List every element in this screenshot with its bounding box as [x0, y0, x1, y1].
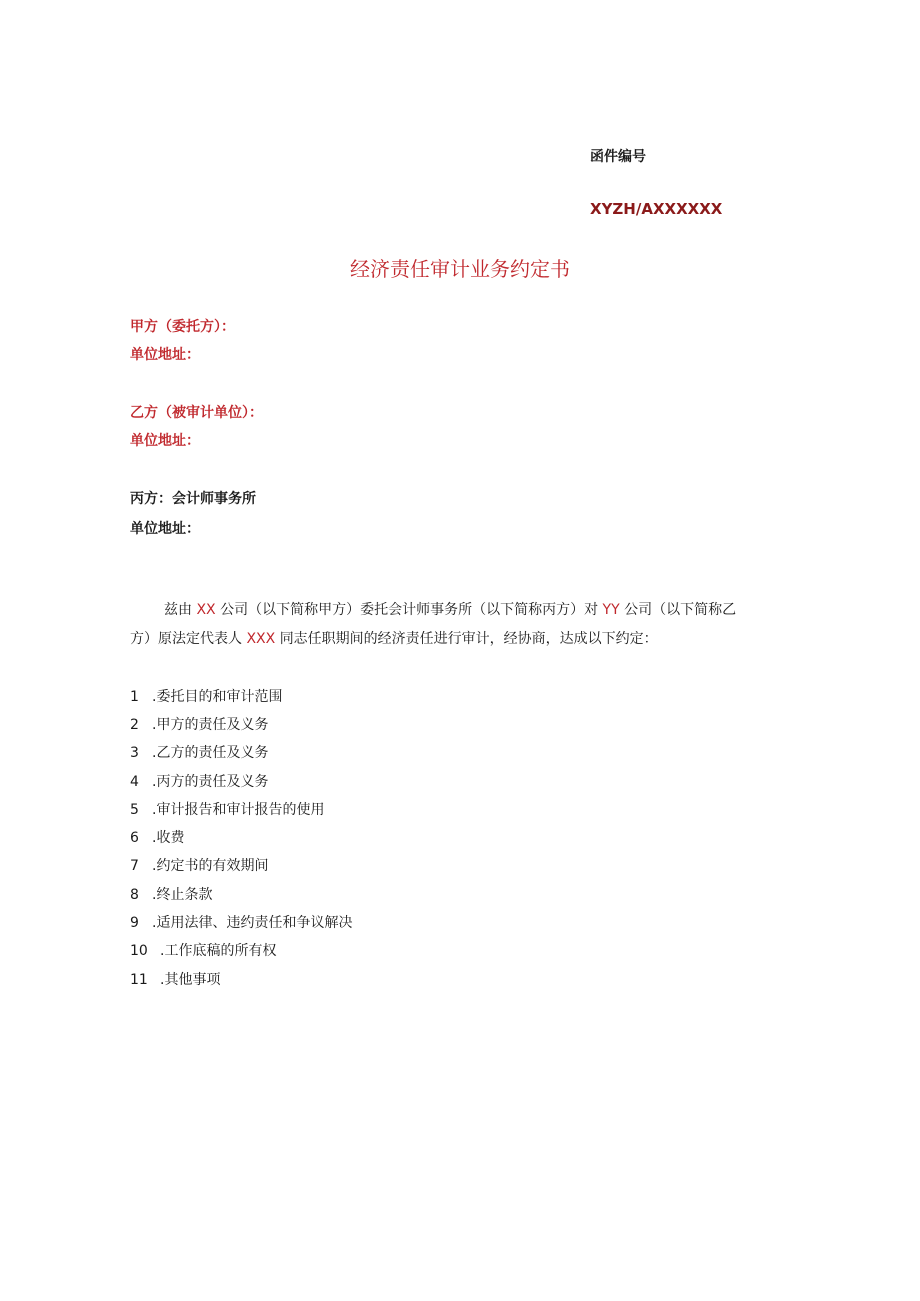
list-item: [130, 771, 268, 791]
list-item-number: 11: [130, 972, 148, 988]
intro-text: 同志任职期间的经济责任进行审计，经协商，达成以下约定：: [279, 631, 658, 647]
company-b-name: YY: [602, 602, 620, 618]
list-item-number: 7: [130, 858, 139, 874]
list-item-text: .终止条款: [152, 887, 213, 903]
list-item-number: 8: [130, 887, 139, 903]
list-item-number: 2: [130, 717, 139, 733]
party-c-label: 丙方：会计师事务所: [130, 491, 256, 507]
intro-text: 兹由: [164, 602, 192, 618]
list-item-text: .乙方的责任及义务: [152, 745, 269, 761]
list-item: [130, 827, 184, 847]
list-item: [130, 742, 268, 762]
list-item-text: .其他事项: [160, 972, 221, 988]
intro-line-1: [164, 596, 736, 624]
list-item: [130, 799, 324, 819]
party-b-label: 乙方（被审计单位）：: [130, 405, 263, 421]
list-item-number: 4: [130, 774, 139, 790]
company-a-name: XX: [196, 602, 216, 618]
intro-line-2: [130, 625, 658, 653]
letter-number-value: XYZH/AXXXXXX: [590, 200, 723, 218]
document-title: 经济责任审计业务约定书: [350, 257, 570, 281]
party-a-label: 甲方（委托方）：: [130, 319, 235, 335]
intro-text: 公司（以下简称甲方）委托会计师事务所（以下简称丙方）对: [220, 602, 599, 618]
list-item: [130, 969, 220, 989]
list-item-text: .适用法律、违约责任和争议解决: [152, 915, 353, 931]
list-item-number: 6: [130, 830, 139, 846]
list-item-number: 1: [130, 689, 139, 705]
list-item-text: .工作底稿的所有权: [160, 943, 277, 959]
list-item-number: 5: [130, 802, 139, 818]
party-c-address-label: 单位地址：: [130, 521, 200, 537]
list-item-text: .委托目的和审计范围: [152, 689, 283, 705]
list-item: [130, 714, 268, 734]
list-item-text: .约定书的有效期间: [152, 858, 269, 874]
list-item-text: .甲方的责任及义务: [152, 717, 269, 733]
list-item-number: 10: [130, 943, 148, 959]
list-item-text: .审计报告和审计报告的使用: [152, 802, 325, 818]
list-item: [130, 884, 212, 904]
intro-text: 公司（以下简称乙: [624, 602, 737, 618]
party-b-address-label: 单位地址：: [130, 433, 200, 449]
list-item: [130, 855, 268, 875]
party-a-address-label: 单位地址：: [130, 347, 200, 363]
list-item-number: 9: [130, 915, 139, 931]
list-item: [130, 686, 282, 706]
list-item-text: .丙方的责任及义务: [152, 774, 269, 790]
letter-number-label: 函件编号: [590, 149, 646, 165]
list-item: [130, 940, 276, 960]
list-item: [130, 912, 352, 932]
list-item-number: 3: [130, 745, 139, 761]
list-item-text: .收费: [152, 830, 185, 846]
representative-name: XXX: [246, 631, 276, 647]
intro-text: 方）原法定代表人: [130, 631, 242, 647]
